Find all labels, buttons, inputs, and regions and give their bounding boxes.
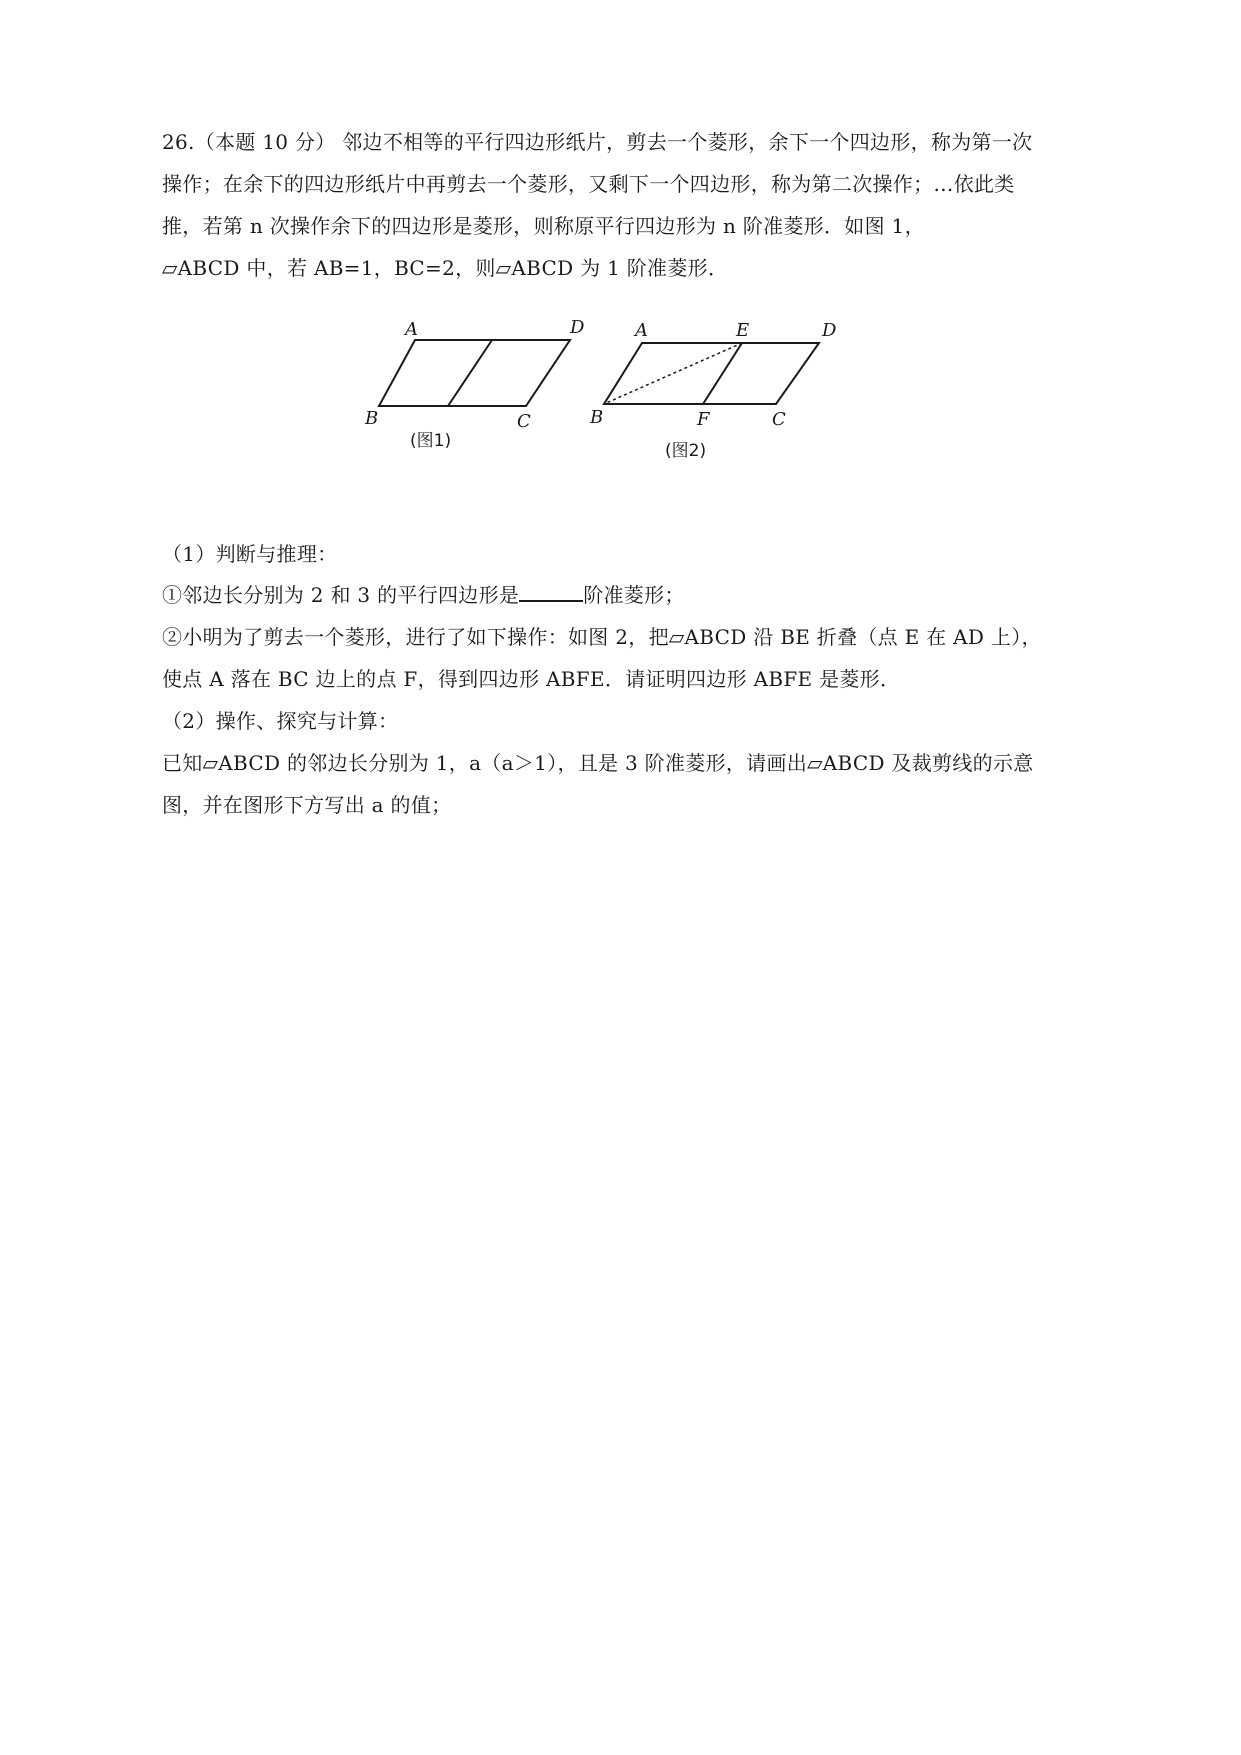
label-d-fig1: D bbox=[570, 317, 585, 338]
segment-ef-fig2 bbox=[703, 343, 742, 404]
cut-line-fig1 bbox=[448, 340, 492, 406]
part1-question-1 bbox=[162, 581, 685, 609]
problem-line-4: ▱ABCD 中，若 AB=1，BC=2，则▱ABCD 为 1 阶准菱形． bbox=[162, 256, 729, 280]
part2-line-2: 图，并在图形下方写出 a 的值； bbox=[162, 793, 452, 817]
label-b-fig2: B bbox=[590, 407, 604, 428]
figure-1 bbox=[364, 317, 585, 451]
label-c-fig2: C bbox=[772, 409, 786, 430]
label-a-fig2: A bbox=[635, 320, 648, 341]
problem-line-1: 26.（本题 10 分） 邻边不相等的平行四边形纸片，剪去一个菱形，余下一个四边形，称为第一次 bbox=[162, 130, 1033, 154]
label-a-fig1: A bbox=[405, 319, 418, 340]
problem-line-3: 推，若第 n 次操作余下的四边形是菱形，则称原平行四边形为 n 阶准菱形．如图 1， bbox=[162, 214, 925, 238]
parallelogram-abcd-fig1 bbox=[379, 340, 570, 406]
figure-2 bbox=[589, 320, 837, 461]
caption-fig1: (图1) bbox=[410, 431, 452, 451]
problem-line-2: 操作；在余下的四边形纸片中再剪去一个菱形，又剩下一个四边形，称为第二次操作；…依此类 bbox=[162, 172, 1015, 196]
label-e-fig2: E bbox=[736, 320, 750, 341]
fold-line-be-fig2 bbox=[604, 343, 742, 404]
part1-question-2-line-1: ②小明为了剪去一个菱形，进行了如下操作：如图 2，把▱ABCD 沿 BE 折叠（点 E 在 AD 上）， bbox=[162, 625, 1042, 649]
label-d-fig2: D bbox=[822, 320, 837, 341]
caption-fig2: (图2) bbox=[665, 441, 707, 461]
answer-blank[interactable] bbox=[519, 582, 583, 602]
part1-heading: （1）判断与推理： bbox=[162, 542, 338, 566]
figures bbox=[360, 308, 860, 478]
label-b-fig1: B bbox=[365, 408, 379, 429]
part1-question-2-line-2: 使点 A 落在 BC 边上的点 F，得到四边形 ABFE．请证明四边形 ABFE 是菱形． bbox=[162, 667, 901, 691]
q1-text-before: ①邻边长分别为 2 和 3 的平行四边形是 bbox=[162, 583, 520, 607]
label-f-fig2: F bbox=[697, 409, 710, 430]
q1-text-after: 阶准菱形； bbox=[583, 583, 685, 607]
parallelogram-abcd-fig2 bbox=[604, 343, 819, 404]
part2-line-1: 已知▱ABCD 的邻边长分别为 1，a（a＞1），且是 3 阶准菱形，请画出▱ABCD 及裁剪线的示意 bbox=[162, 751, 1034, 775]
part2-heading: （2）操作、探究与计算： bbox=[162, 709, 399, 733]
label-c-fig1: C bbox=[517, 411, 531, 432]
